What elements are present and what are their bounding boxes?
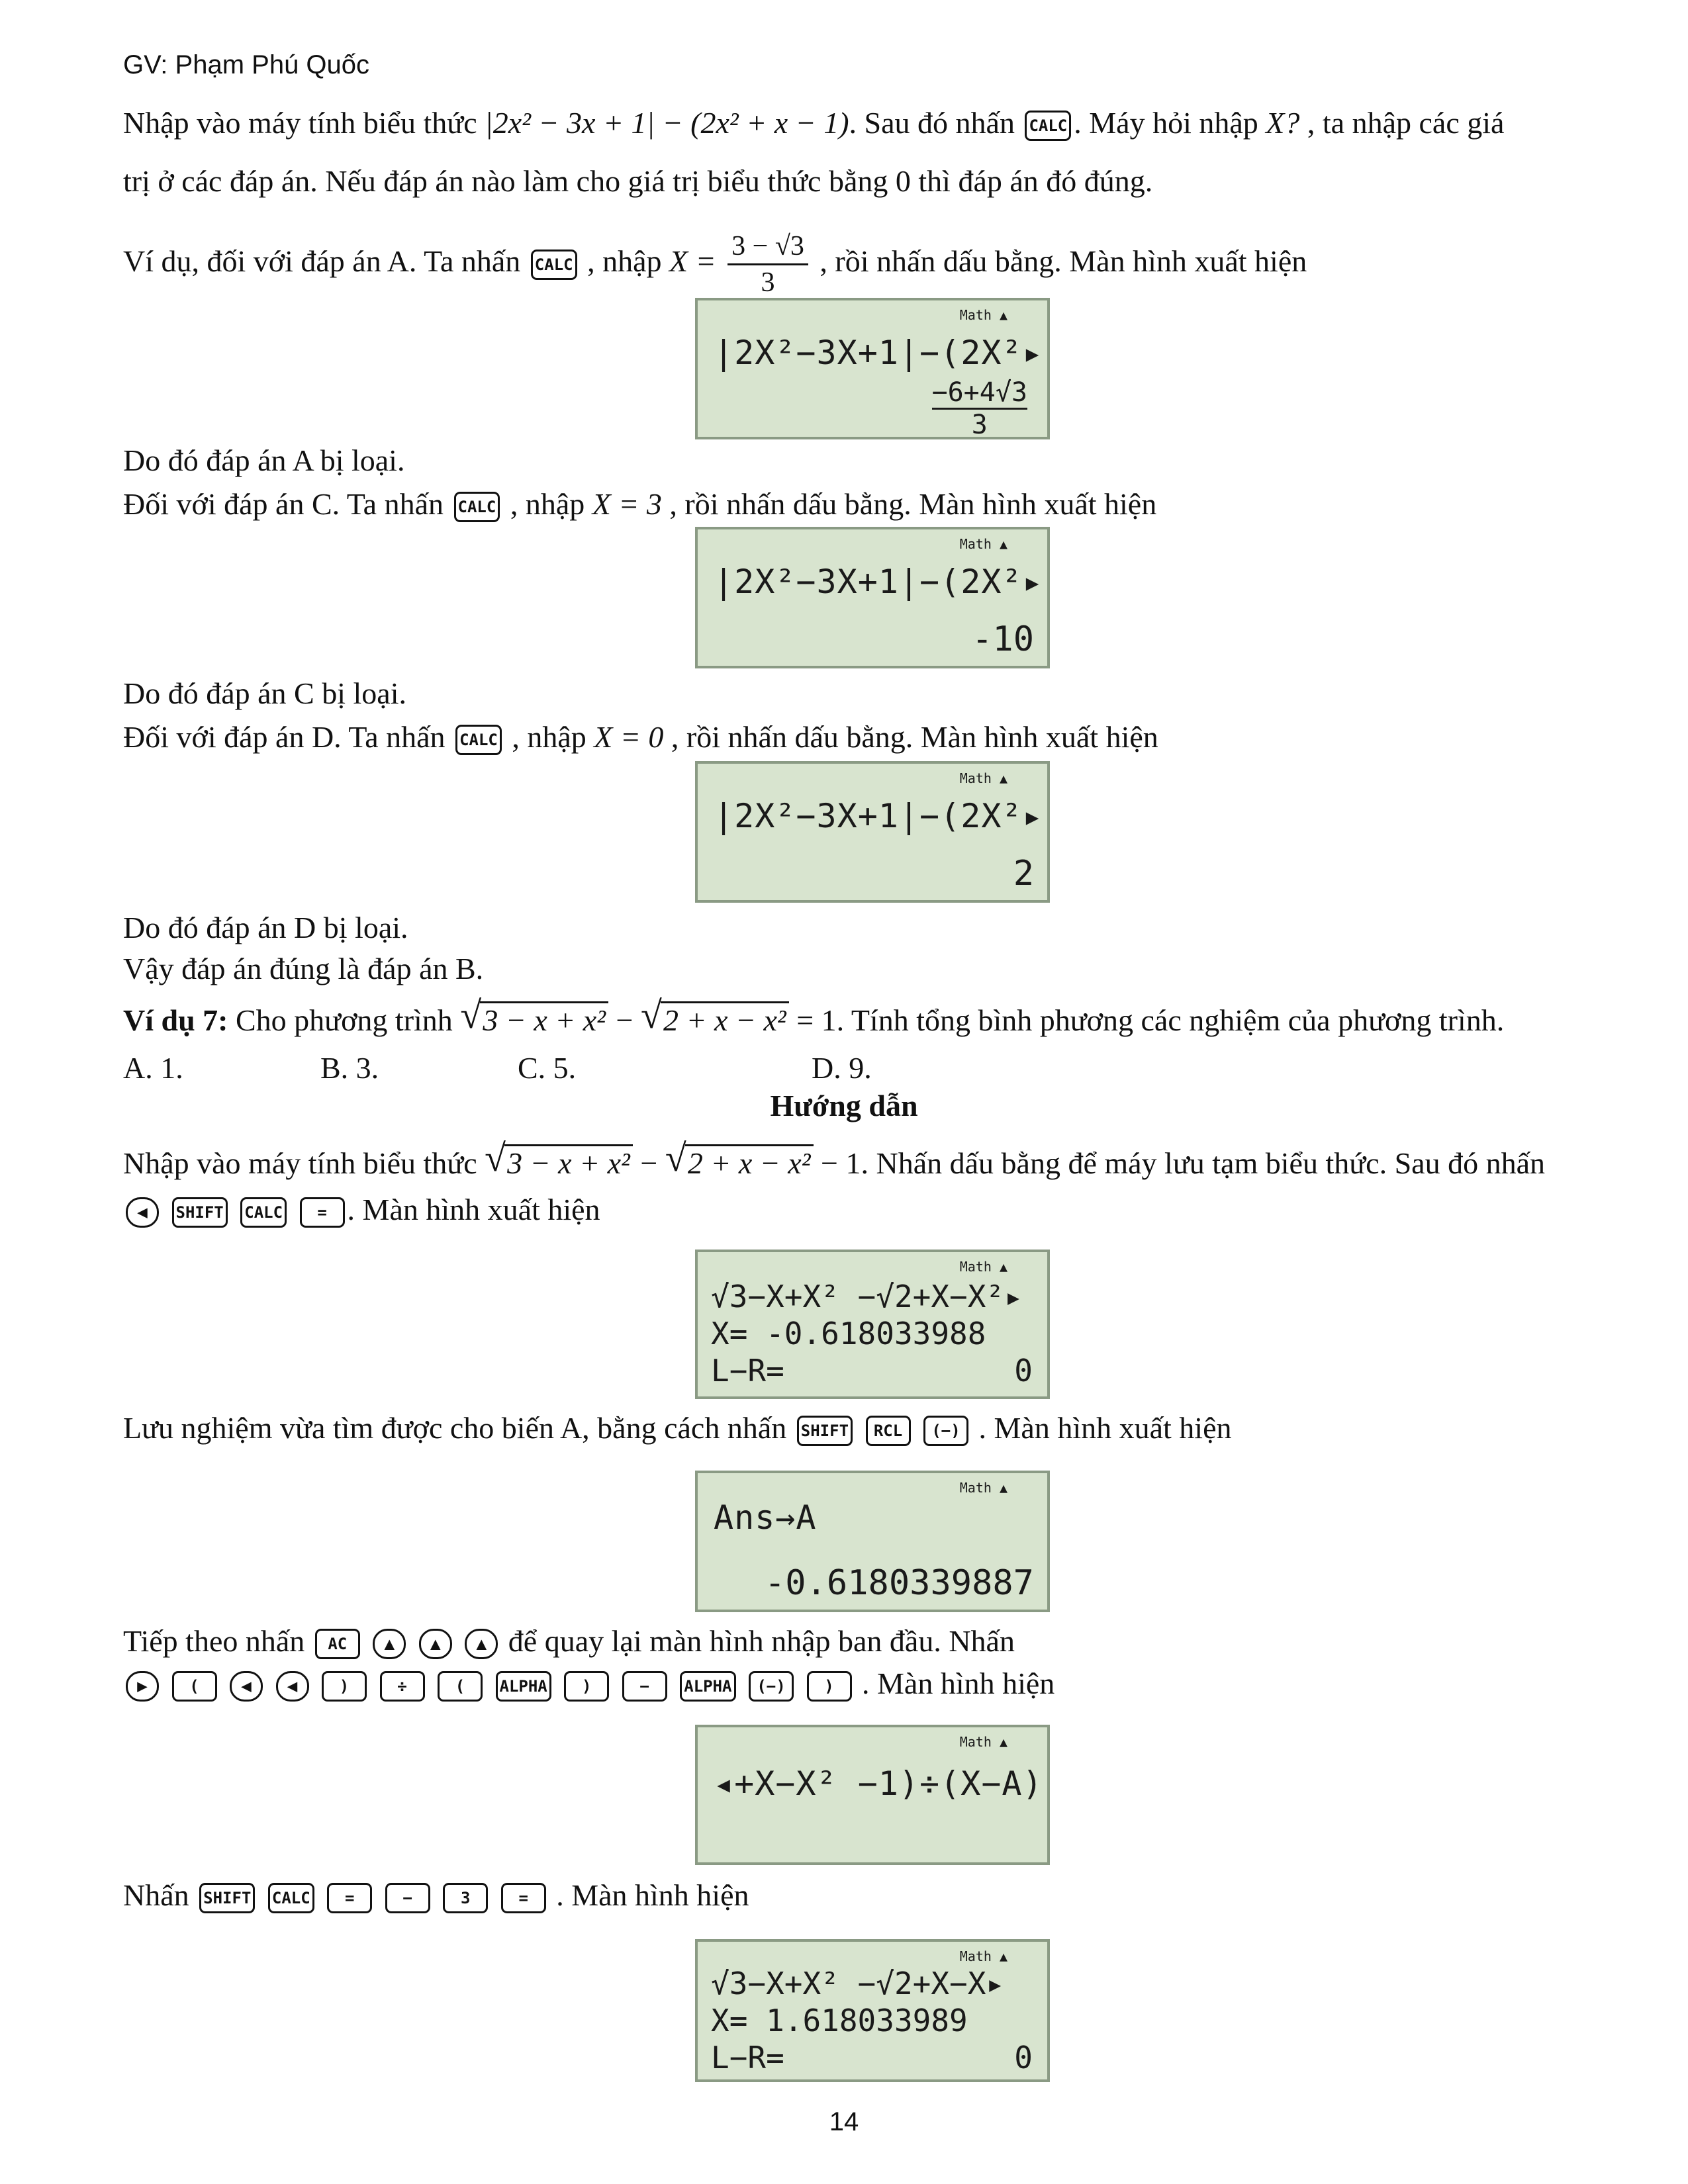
calc-key-icon: CALC <box>268 1883 314 1913</box>
radicand: 3 − x + x² <box>504 1144 633 1180</box>
sqrt <box>641 1001 789 1040</box>
text: Đối với đáp án D. Ta nhấn <box>123 720 445 754</box>
paragraph-example-a <box>123 229 1307 300</box>
screen-expression: Ans→A <box>714 1498 817 1537</box>
mode-indicator: Math ▲ <box>959 307 1008 323</box>
screen-lr-value: 0 <box>1014 1353 1033 1388</box>
shift-key-icon: SHIFT <box>199 1883 255 1913</box>
screen-expression: ◂+X−X² −1)÷(X−A) <box>714 1764 1043 1803</box>
text: = 1. Tính tổng bình phương các nghiệm của phương trình. <box>796 1003 1505 1037</box>
shift-key-icon: SHIFT <box>797 1416 853 1446</box>
mode-indicator: Math ▲ <box>959 1259 1008 1275</box>
equals-key-icon: = <box>327 1883 372 1913</box>
text: . Màn hình hiện <box>556 1878 749 1912</box>
option-c: C. 5. <box>518 1051 577 1085</box>
text: . Màn hình hiện <box>862 1666 1055 1700</box>
paragraph-option-d <box>123 717 1158 757</box>
right-arrow-key-icon: ▶ <box>126 1671 159 1702</box>
variable: X = 0 <box>594 720 664 754</box>
radicand: 3 − x + x² <box>480 1001 608 1037</box>
calculator-screen-d <box>695 761 1050 903</box>
text: , nhập <box>587 244 662 279</box>
fraction <box>727 229 808 300</box>
screen-lr-label: L−R= <box>711 2040 784 2075</box>
text: Cho phương trình <box>235 1003 453 1037</box>
mode-indicator: Math ▲ <box>959 770 1008 786</box>
page-number: 14 <box>829 2107 859 2136</box>
screen-x-value: X= 1.618033989 <box>711 2003 968 2038</box>
paragraph-option-c <box>123 484 1156 524</box>
minus-key-icon: − <box>622 1671 667 1702</box>
up-arrow-key-icon: ▲ <box>465 1629 498 1659</box>
calc-key-icon: CALC <box>531 250 577 280</box>
negative-key-icon: (−) <box>749 1671 794 1702</box>
paragraph-answer: Vậy đáp án đúng là đáp án B. <box>123 952 484 985</box>
open-paren-key-icon: ( <box>172 1671 217 1702</box>
mode-indicator: Math ▲ <box>959 536 1008 552</box>
equals-key-icon: = <box>501 1883 546 1913</box>
guide-title: Hướng dẫn <box>770 1089 918 1122</box>
calculator-screen-store <box>695 1471 1050 1612</box>
paragraph-intro-2: trị ở các đáp án. Nếu đáp án nào làm cho giá trị biểu thức bằng 0 thì đáp án đó đúng. <box>123 164 1153 198</box>
variable: X = <box>669 244 716 279</box>
screen-lr-label: L−R= <box>711 1353 784 1388</box>
result-denominator: 3 <box>971 410 988 440</box>
divide-key-icon: ÷ <box>380 1671 425 1702</box>
screen-expression: |2X²−3X+1|−(2X²▸ <box>714 797 1043 835</box>
sqrt <box>665 1144 814 1183</box>
sqrt <box>485 1144 633 1183</box>
calculator-screen-solve-1 <box>695 1250 1050 1399</box>
open-paren-key-icon: ( <box>438 1671 483 1702</box>
option-d: D. 9. <box>812 1051 872 1085</box>
denominator: 3 <box>761 267 775 298</box>
guide-step-1b <box>123 1190 600 1230</box>
screen-expression: √3−X+X² −√2+X−X²▸ <box>711 1279 1023 1314</box>
text: , nhập <box>510 487 585 521</box>
text: , rồi nhấn dấu bằng. Màn hình xuất hiện <box>671 720 1158 754</box>
calc-key-icon: CALC <box>454 492 500 522</box>
text: Nhấn <box>123 1878 189 1912</box>
example-label: Ví dụ 7: <box>123 1003 228 1037</box>
text: Nhập vào máy tính biểu thức <box>123 1146 477 1180</box>
screen-lr-value: 0 <box>1014 2040 1033 2075</box>
minus-key-icon: − <box>385 1883 430 1913</box>
up-arrow-key-icon: ▲ <box>373 1629 406 1659</box>
calc-key-icon: CALC <box>240 1197 287 1228</box>
numerator: 3 − √3 <box>727 229 808 265</box>
expression: |2x² − 3x + 1| − (2x² + x − 1) <box>485 106 849 140</box>
calculator-screen-solve-2 <box>695 1939 1050 2082</box>
screen-expression: |2X²−3X+1|−(2X²▸ <box>714 334 1043 372</box>
text: . Màn hình xuất hiện <box>347 1193 600 1226</box>
calculator-screen-a <box>695 298 1050 439</box>
guide-step-1: Nhập vào máy tính biểu thức √ 3 − x + x² − √ 2 + x − x² − 1. Nhấn dấu bằng để máy lưu tạm biểu thức. Sau đó nhấn <box>123 1144 1545 1183</box>
left-arrow-key-icon: ◀ <box>230 1671 263 1702</box>
text: , ta nhập các giá <box>1307 106 1505 140</box>
text: Nhập vào máy tính biểu thức <box>123 106 477 140</box>
paragraph-reject-c: Do đó đáp án C bị loại. <box>123 676 406 710</box>
example-7: Ví dụ 7: Cho phương trình √ 3 − x + x² − √ 2 + x − x² = 1. Tính tổng bình phương các nghiệm của phương trình. <box>123 1001 1504 1040</box>
negative-key-icon: (−) <box>923 1416 968 1446</box>
mode-indicator: Math ▲ <box>959 1948 1008 1964</box>
text: , rồi nhấn dấu bằng. Màn hình xuất hiện <box>820 244 1307 279</box>
text: Tiếp theo nhấn <box>123 1624 305 1658</box>
text: . Sau đó nhấn <box>849 106 1015 140</box>
left-arrow-key-icon: ◀ <box>276 1671 309 1702</box>
screen-x-value: X= -0.618033988 <box>711 1316 986 1351</box>
calculator-screen-edit <box>695 1725 1050 1865</box>
close-paren-key-icon: ) <box>322 1671 367 1702</box>
screen-expression: |2X²−3X+1|−(2X²▸ <box>714 563 1043 601</box>
screen-result: -0.6180339887 <box>765 1563 1034 1603</box>
calculator-screen-c <box>695 527 1050 668</box>
close-paren-key-icon: ) <box>564 1671 609 1702</box>
guide-step-3 <box>123 1621 1015 1661</box>
up-arrow-key-icon: ▲ <box>419 1629 452 1659</box>
equals-key-icon: = <box>300 1197 345 1228</box>
calc-key-icon: CALC <box>455 725 502 755</box>
alpha-key-icon: ALPHA <box>680 1671 735 1702</box>
guide-step-2 <box>123 1408 1232 1448</box>
screen-result <box>932 377 1028 440</box>
paragraph-reject-a: Do đó đáp án A bị loại. <box>123 443 405 477</box>
shift-key-icon: SHIFT <box>172 1197 228 1228</box>
result-numerator: −6+4√3 <box>932 377 1028 410</box>
header-teacher: GV: Phạm Phú Quốc <box>123 50 370 79</box>
radicand: 2 + x − x² <box>661 1001 789 1037</box>
screen-result: -10 <box>972 619 1034 659</box>
left-arrow-key-icon: ◀ <box>126 1197 159 1228</box>
text: Lưu nghiệm vừa tìm được cho biến A, bằng cách nhấn <box>123 1411 787 1445</box>
text: để quay lại màn hình nhập ban đầu. Nhấn <box>508 1624 1015 1658</box>
option-a: A. 1. <box>123 1051 183 1085</box>
ac-key-icon: AC <box>315 1629 360 1659</box>
calc-key-icon: CALC <box>1025 111 1071 141</box>
rcl-key-icon: RCL <box>866 1416 911 1446</box>
mode-indicator: Math ▲ <box>959 1734 1008 1750</box>
text: . Màn hình xuất hiện <box>978 1411 1232 1445</box>
variable: X = 3 <box>592 487 662 521</box>
option-b: B. 3. <box>320 1051 379 1085</box>
text: . Máy hỏi nhập <box>1074 106 1258 140</box>
alpha-key-icon: ALPHA <box>496 1671 551 1702</box>
paragraph-intro <box>123 103 1504 143</box>
close-paren-key-icon: ) <box>807 1671 852 1702</box>
paragraph-reject-d: Do đó đáp án D bị loại. <box>123 911 408 944</box>
guide-step-3b <box>123 1664 1055 1704</box>
three-key-icon: 3 <box>443 1883 488 1913</box>
text: , nhập <box>512 720 586 754</box>
text: Ví dụ, đối với đáp án A. Ta nhấn <box>123 244 521 279</box>
screen-result: 2 <box>1013 854 1034 893</box>
variable: X? <box>1266 106 1300 140</box>
sqrt <box>460 1001 608 1040</box>
text: , rồi nhấn dấu bằng. Màn hình xuất hiện <box>669 487 1157 521</box>
text: Đối với đáp án C. Ta nhấn <box>123 487 444 521</box>
radicand: 2 + x − x² <box>685 1144 814 1180</box>
mode-indicator: Math ▲ <box>959 1480 1008 1496</box>
text: − 1. Nhấn dấu bằng để máy lưu tạm biểu thức. Sau đó nhấn <box>821 1146 1545 1180</box>
guide-step-4 <box>123 1876 749 1915</box>
screen-expression: √3−X+X² −√2+X−X▸ <box>711 1966 1005 2001</box>
